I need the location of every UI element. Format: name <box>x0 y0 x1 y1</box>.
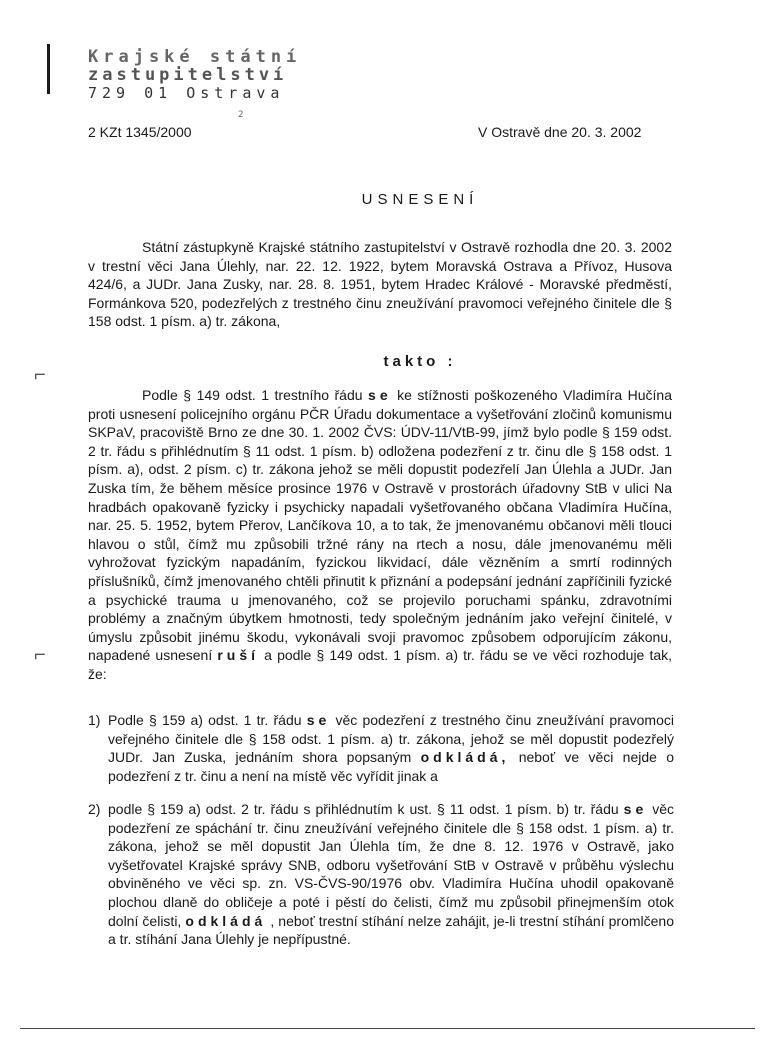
item-verb: odkládá, <box>420 749 510 766</box>
item-text-2: věc podezření ze spáchání tr. činu zneužívání veřejného činitele dle § 158 odst. 1 písm. a) tr. zákona, jehož se měl dopustit Jan Úlehla tím, že dne 8. 12. 1976 v Ostravě, jako vyšetřovatel Krajské správy SNB, odboru vyšetřování StB v Ostravě v průběhu výslechu obviněného ve věci sp. zn. VS-ČVS-90/1976 obv. Vladimíra Hučína uhodil opakovaně plochou dlaně do obličeje a poté i pěstí do čelisti, čímž mu způsobil přinejmenším otok dolní čelisti, <box>108 801 675 929</box>
intro-paragraph: Státní zástupkyně Krajské státního zastupitelství v Ostravě rozhodla dne 20. 3. 2002 v trestní věci Jana Úlehly, nar. 22. 12. 1922, bytem Moravská Ostrava a Přívoz, Husova 424/6, a JUDr. Jana Zusky, nar. 28. 8. 1951, bytem Hradec Králové - Moravské předměstí, Formánkova 520, podezřelých z trestného činu zneužívání pravomoci veřejného činitele dle § 158 odst. 1 písm. a) tr. zákona, <box>88 239 672 330</box>
main-se: se <box>368 387 392 403</box>
item-text-3: neboť ve věci nejde o podezření z tr. činu a není na místě věc vyřídit jinak a <box>108 749 675 784</box>
document-title: USNESENÍ <box>361 191 479 208</box>
takto-heading: takto : <box>383 353 457 370</box>
item-text-3: , neboť trestní stíhání nelze zahájit, je-li trestní stíhání promlčeno a tr. stíhání Jana Úlehly je nepřípustné. <box>108 912 675 948</box>
office-address: 729 01 Ostrava <box>88 84 285 102</box>
item-se: se <box>623 801 648 817</box>
reference-number: 2 KZt 1345/2000 <box>88 124 192 140</box>
place-date: V Ostravě dne 20. 3. 2002 <box>478 124 642 140</box>
item-number: 2) <box>88 801 101 817</box>
office-name-line2: zastupitelství <box>88 65 288 85</box>
header-bar <box>47 44 50 94</box>
office-header <box>88 47 302 120</box>
item-text-1: Podle § 159 a) odst. 1 tr. řádu <box>108 712 302 728</box>
item-text-2: věc podezření z trestného činu zneužívání pravomoci veřejného činitele dle § 158 odst. 1 písm. a) tr. zákona, jehož se měl dopustit podezřelý JUDr. Jan Zuska, jednáním shora popsaným <box>108 712 674 766</box>
item-se: se <box>306 712 331 728</box>
main-rusi: ruší <box>217 647 260 664</box>
main-text-3: a podle § 149 odst. 1 písm. a) tr. řádu se ve věci rozhoduje tak, že: <box>88 647 673 682</box>
decision-item-2 <box>88 800 674 949</box>
margin-mark: ⌐ <box>34 644 46 666</box>
item-verb: odkládá <box>185 912 267 929</box>
item-text-1: podle § 159 a) odst. 2 tr. řádu s přihlédnutím k ust. § 11 odst. 1 písm. b) tr. řádu <box>108 801 619 817</box>
footer-divider <box>20 1028 755 1029</box>
main-paragraph <box>88 386 672 684</box>
item-number: 1) <box>88 712 101 728</box>
margin-mark: ⌐ <box>34 364 46 386</box>
main-text-1: Podle § 149 odst. 1 trestního řádu <box>142 387 363 403</box>
decision-item-1 <box>88 711 674 785</box>
main-text-2: ke stížnosti poškozeného Vladimíra Hučína proti usnesení policejního orgánu PČR Úřadu dokumentace a vyšetřování zločinů komunismu SKPaV, pracoviště Brno ze dne 30. 1. 2002 ČVS: ÚDV-11/VtB-99, jímž bylo podle § 159 odst. 2 tr. řádu s přihlédnutím § 11 odst. 1 písm. b) odložena podezření z tr. činu dle § 158 odst. 1 písm. a), odst. 2 písm. c) tr. zákona jehož se měli dopustit podezřelí Jan Úlehla a JUDr. Jan Zuska tím, že během měsíce prosince 1976 v Ostravě v prostorách úřadovny StB v ulici Na hradbách opakovaně fyzicky i psychicky napadali vyšetřovaného občana Vladimíra Hučína, nar. 25. 5. 1952, bytem Přerov, Lančíkova 10, a to tak, že jmenovanému občanovi měli tlouci hlavou o stůl, čímž mu způsobili tržné rány na rtech a nosu, dále jmenovanému měli vyhrožovat fyzickým napadáním, fyzickou likvidací, dále vězněním a smrtí rodinných příslušníků, čímž jmenovaného chtěli přinutit k přiznání a podepsání jednání zapříčinili fyzické a psychické trauma u jmenovaného, což se projevilo poruchami spánku, zdravotními problémy a značným úbytkem hmotnosti, tedy společným jednáním jako veřejní činitelé, v úmyslu způsobit jinému škodu, vykonávali svoji pravomoc způsobem odporujícím zákonu, napadené usnesení <box>88 387 673 664</box>
stamp-mark: 2 <box>238 110 244 120</box>
office-name-line1: Krajské státní <box>88 47 302 67</box>
